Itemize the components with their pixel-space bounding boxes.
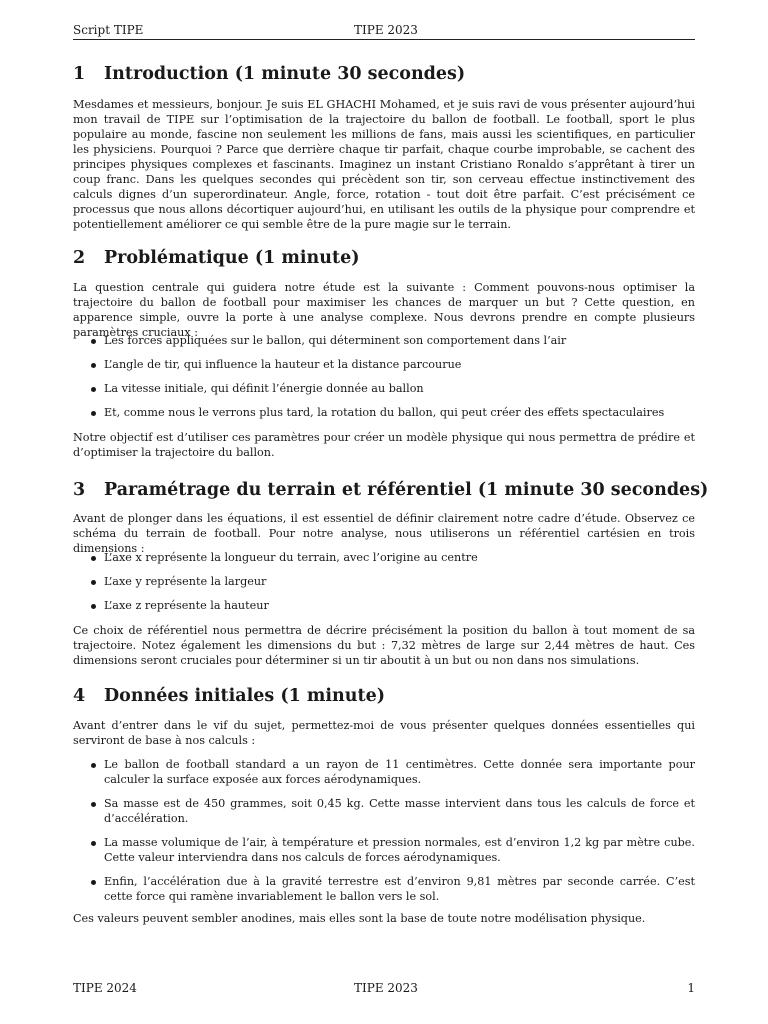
bullet-list xyxy=(73,333,695,420)
bullet-icon xyxy=(91,363,96,368)
section-problematique-outro xyxy=(73,430,695,460)
bullet-item xyxy=(73,574,695,589)
bullet-item xyxy=(73,357,695,372)
section-heading xyxy=(73,247,695,269)
bullet-text: Enfin, l’accélération due à la gravité terrestre est d’environ 9,81 mètres par seconde carrée. C’est cette force qui ramène invariablement le ballon vers le sol. xyxy=(104,875,695,903)
bullet-icon xyxy=(91,802,96,807)
bullet-item xyxy=(73,405,695,420)
bullet-item xyxy=(73,550,695,565)
section-heading xyxy=(73,63,695,85)
bullet-text: L’axe z représente la hauteur xyxy=(104,599,269,612)
bullet-item xyxy=(73,381,695,396)
section-heading xyxy=(73,479,709,501)
bullet-text: L’axe y représente la largeur xyxy=(104,575,267,588)
paragraph: La question centrale qui guidera notre étude est la suivante : Comment pouvons-nous optimiser la trajectoire du ballon de football pour maximiser les chances de marquer un but ? Cette question, en apparence simple, ouvre la porte à une analyse complexe. Nous devrons prendre en compte plusieurs paramètres cruciaux : xyxy=(73,281,695,339)
paragraph: Mesdames et messieurs, bonjour. Je suis EL GHACHI Mohamed, et je suis ravi de vous présenter aujourd’hui mon travail de TIPE sur l’optimisation de la trajectoire du ballon de football. Le football, sport le plus populaire au monde, fascine non seulement les millions de fans, mais aussi les scientifiques, en particulier les physiciens. Pourquoi ? Parce que derrière chaque tir parfait, chaque courbe improbable, se cachent des principes physiques complexes et fascinants. Imaginez un instant Cristiano Ronaldo s’apprêtant à tirer un coup franc. Dans les quelques secondes qui précèdent son tir, son cerveau effectue instinctivement des calculs dignes d’un superordinateur. Angle, force, rotation - tout doit être parfait. C’est précisément ce processus que nous allons décortiquer aujourd’hui, en utilisant les outils de la physique pour comprendre et potentiellement améliorer ce qui semble être de la pure magie sur le terrain. xyxy=(73,98,695,231)
bullet-text: Sa masse est de 450 grammes, soit 0,45 kg. Cette masse intervient dans tous les calculs de force et d’accélération. xyxy=(104,797,695,825)
section-title: Données initiales (1 minute) xyxy=(104,686,385,706)
footer-left-text: TIPE 2024 xyxy=(73,981,137,995)
paragraph: Avant d’entrer dans le vif du sujet, permettez-moi de vous présenter quelques données essentielles qui serviront de base à nos calculs : xyxy=(73,719,695,747)
bullet-icon xyxy=(91,604,96,609)
section-donnees xyxy=(73,685,695,707)
section-problematique-list xyxy=(73,333,695,420)
running-header xyxy=(73,22,695,40)
bullet-text: La masse volumique de l’air, à température et pression normales, est d’environ 1,2 kg par mètre cube. Cette valeur interviendra dans nos calculs de forces aérodynamiques. xyxy=(104,836,695,864)
bullet-icon xyxy=(91,880,96,885)
section-introduction-body xyxy=(73,97,695,232)
section-number: 4 xyxy=(73,686,86,706)
section-referentiel-outro xyxy=(73,623,695,668)
bullet-item xyxy=(73,757,695,787)
paragraph: Notre objectif est d’utiliser ces paramètres pour créer un modèle physique qui nous permettra de prédire et d’optimiser la trajectoire du ballon. xyxy=(73,431,695,459)
header-center-text: TIPE 2023 xyxy=(354,23,418,37)
bullet-icon xyxy=(91,763,96,768)
section-referentiel xyxy=(73,479,709,501)
section-problematique-intro xyxy=(73,280,695,340)
paragraph: Avant de plonger dans les équations, il est essentiel de définir clairement notre cadre d’étude. Observez ce schéma du terrain de football. Pour notre analyse, nous utiliserons un référentiel cartésien en trois dimensions : xyxy=(73,512,695,555)
section-title: Paramétrage du terrain et référentiel (1 minute 30 secondes) xyxy=(104,480,709,500)
bullet-icon xyxy=(91,841,96,846)
bullet-icon xyxy=(91,556,96,561)
bullet-text: Les forces appliquées sur le ballon, qui déterminent son comportement dans l’air xyxy=(104,334,567,347)
section-title: Introduction (1 minute 30 secondes) xyxy=(104,64,466,84)
header-left-text: Script TIPE xyxy=(73,23,144,37)
section-introduction xyxy=(73,63,695,85)
section-heading xyxy=(73,685,695,707)
bullet-text: L’angle de tir, qui influence la hauteur et la distance parcourue xyxy=(104,358,462,371)
paragraph: Ces valeurs peuvent sembler anodines, mais elles sont la base de toute notre modélisation physique. xyxy=(73,912,646,925)
bullet-item xyxy=(73,333,695,348)
bullet-text: La vitesse initiale, qui définit l’énergie donnée au ballon xyxy=(104,382,424,395)
bullet-text: Le ballon de football standard a un rayon de 11 centimètres. Cette donnée sera importante pour calculer la surface exposée aux forces aérodynamiques. xyxy=(104,758,695,786)
section-title: Problématique (1 minute) xyxy=(104,248,360,268)
bullet-item xyxy=(73,796,695,826)
paragraph: Ce choix de référentiel nous permettra de décrire précisément la position du ballon à tout moment de sa trajectoire. Notez également les dimensions du but : 7,32 mètres de large sur 2,44 mètres de haut. Ces dimensions seront cruciales pour déterminer si un tir aboutit à un but ou non dans nos simulations. xyxy=(73,624,695,667)
page-number: 1 xyxy=(687,981,695,995)
section-problematique xyxy=(73,247,695,269)
bullet-list xyxy=(73,757,695,904)
bullet-list xyxy=(73,550,695,613)
section-donnees-list xyxy=(73,757,695,904)
bullet-icon xyxy=(91,339,96,344)
section-number: 2 xyxy=(73,248,86,268)
section-donnees-outro xyxy=(73,911,695,926)
section-referentiel-list xyxy=(73,550,695,613)
running-footer xyxy=(73,980,695,996)
bullet-item xyxy=(73,598,695,613)
section-number: 1 xyxy=(73,64,86,84)
bullet-item xyxy=(73,874,695,904)
bullet-item xyxy=(73,835,695,865)
footer-center-text: TIPE 2023 xyxy=(354,981,418,995)
bullet-icon xyxy=(91,411,96,416)
bullet-text: L’axe x représente la longueur du terrain, avec l’origine au centre xyxy=(104,551,478,564)
bullet-icon xyxy=(91,580,96,585)
bullet-text: Et, comme nous le verrons plus tard, la rotation du ballon, qui peut créer des effets spectaculaires xyxy=(104,406,665,419)
section-number: 3 xyxy=(73,480,86,500)
section-donnees-intro xyxy=(73,718,695,748)
bullet-icon xyxy=(91,387,96,392)
